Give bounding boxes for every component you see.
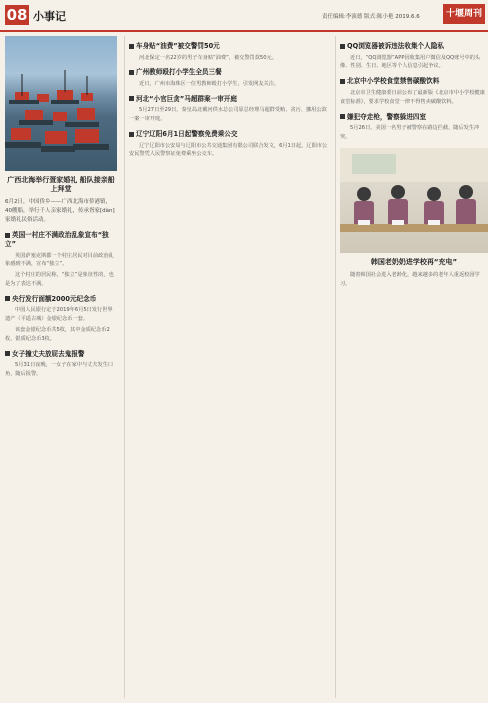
article-heading: 北京中小学校食堂禁售碳酸饮料 bbox=[340, 77, 488, 86]
article-text: 北京市卫生健康委日前公布了最新版《北京市中小学校健康食堂标准》，要求学校食堂一律不得售卖碳酸饮料。 bbox=[340, 89, 485, 105]
article-text: 河北保定一名22岁的男子车身贴“油费”，被交警罚款50元。 bbox=[139, 54, 277, 61]
article-text: 5月26日，美国一名男子被警察在路边拦截，随后发生冲突。 bbox=[340, 125, 480, 140]
bullet-square-icon bbox=[340, 79, 345, 84]
column-left bbox=[5, 36, 117, 698]
classroom-photo bbox=[340, 148, 488, 253]
column-middle bbox=[124, 36, 331, 698]
article-text: 这个村庄的居民称，“独立”是象征性的，也是为了表达不满。 bbox=[5, 272, 114, 288]
masthead-logo: 十堰周刊 bbox=[443, 4, 485, 24]
editor-info: 责任编辑:李演德 版式:陈小艳 2019.6.6 bbox=[322, 14, 420, 20]
section-title: 小事记 bbox=[33, 10, 66, 23]
bullet-square-icon bbox=[340, 44, 345, 49]
article-heading: 辽宁辽阳6月1日起警察免费乘公交 bbox=[129, 130, 331, 139]
article-text: 辽宁辽阳市公安局与辽阳市公共交通集团有限公司联合发文，6月1日起，辽阳市公安民警凭人民警察证免费乘坐公交车。 bbox=[129, 142, 328, 158]
bullet-square-icon bbox=[5, 296, 10, 301]
bullet-square-icon bbox=[129, 96, 134, 101]
bullet-square-icon bbox=[129, 44, 134, 49]
photo-caption: 广西北海举行疍家婚礼 船队接亲船上拜堂 bbox=[7, 176, 115, 194]
article-text: 该套金银纪念币共5枚，其中金质纪念币2枚，银质纪念币3枚。 bbox=[5, 327, 110, 342]
page-number: 08 bbox=[6, 6, 28, 24]
bullet-square-icon bbox=[5, 233, 10, 238]
lead-paragraph: 6月2日，中国侨乡——广西北海市侨港镇，40艘船，举行千人亲家婚礼，传承疍家[dàn]家婚礼民俗活动。 bbox=[5, 199, 115, 224]
article-heading: 车身贴“油费”被交警罚50元 bbox=[129, 42, 331, 51]
bullet-square-icon bbox=[340, 114, 345, 119]
bullet-square-icon bbox=[5, 351, 10, 356]
article-heading: 英国一村庄不满政治乱象宣布“独立” bbox=[5, 231, 109, 248]
article-heading: 嫌犯夺走枪，警察躲进四室 bbox=[340, 113, 488, 122]
article-text: 近日，广州市海珠区一位男教师殴打小学生，引发网友关注。 bbox=[139, 80, 280, 87]
article-heading: 广州教师殴打小学生全员三餐 bbox=[129, 68, 331, 77]
article-text: 中国人民银行定于2019年6月5日发行世界遗产（平遥古城）金银纪念币一套。 bbox=[5, 307, 113, 323]
bullet-square-icon bbox=[129, 132, 134, 137]
column-right bbox=[335, 36, 488, 698]
article-text: 5月31日夜晚，一女子在家中与丈夫发生口角，随后报警。 bbox=[5, 362, 114, 378]
article-heading: 女子撞丈夫放屁去鬼报警 bbox=[5, 350, 117, 359]
article-text: 近日，“QQ浏览器”APP因收集用户微信及QQ账号中的头像、性别、生日、地区等个人信息引起争议。 bbox=[340, 54, 481, 70]
wedding-boats-photo bbox=[5, 36, 117, 171]
article-text: 随着韩国社会进入老龄化，越来越多的老年人重返校园学习。 bbox=[340, 271, 480, 287]
article-heading: 河北“小官巨贪”马超群案一审开庭 bbox=[129, 95, 331, 104]
photo-caption: 韩国老奶奶进学校再“充电” bbox=[370, 257, 458, 266]
page-header bbox=[0, 0, 488, 32]
article-text: 5月27日至29日，秦皇岛北戴河供水总公司原总经理马超群受贿、贪污、挪用公款一案一审开庭。 bbox=[129, 107, 327, 123]
article-heading: 央行发行面额2000元纪念币 bbox=[5, 295, 117, 304]
article-heading: QQ浏览器被诉违法收集个人隐私 bbox=[340, 42, 488, 51]
article-text: 英国萨塞克斯郡一个村庄居民对目前政治乱象感到不满，宣布“独立”。 bbox=[5, 252, 114, 268]
bullet-square-icon bbox=[129, 70, 134, 75]
